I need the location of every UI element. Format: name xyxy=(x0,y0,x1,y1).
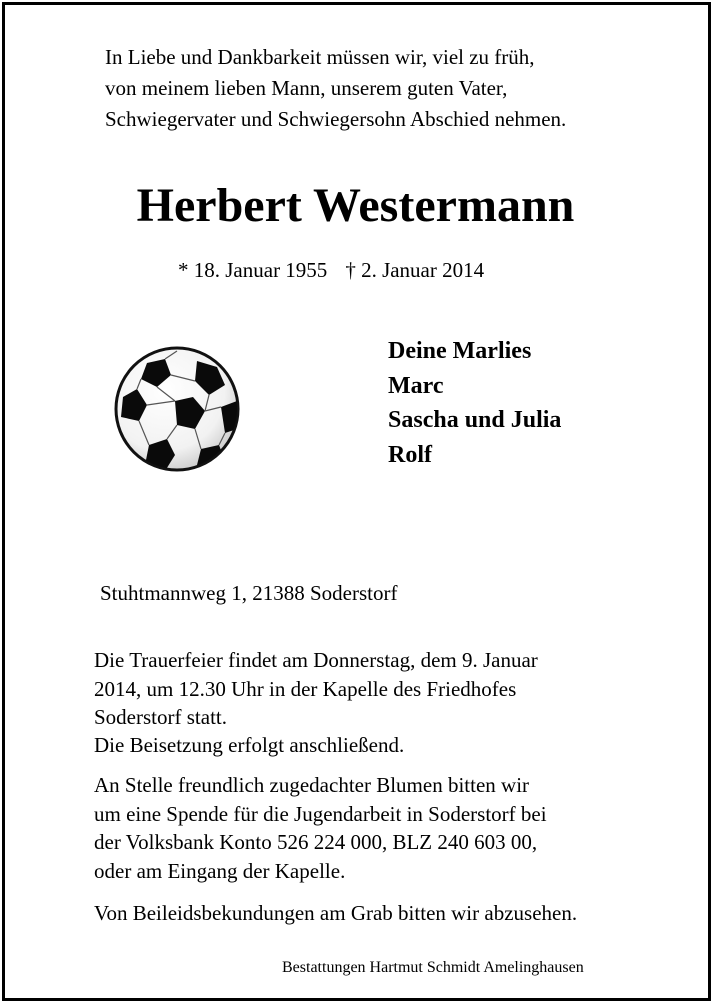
family-signatures xyxy=(388,334,561,472)
intro-line: von meinem lieben Mann, unserem guten Vater, xyxy=(105,76,508,100)
intro-line: In Liebe und Dankbarkeit müssen wir, viel zu früh, xyxy=(105,45,535,69)
birth-date: * 18. Januar 1955 xyxy=(178,258,328,282)
condolence-line: Von Beileidsbekundungen am Grab bitten wir abzusehen. xyxy=(94,901,578,925)
family-member: Marc xyxy=(388,372,444,399)
soccer-ball-icon xyxy=(113,345,241,473)
family-member: Deine Marlies xyxy=(388,338,532,364)
donation-line: der Volksbank Konto 526 224 000, BLZ 240 603 00, xyxy=(94,830,538,854)
burial-info xyxy=(94,731,674,760)
address: Stuhtmannweg 1, 21388 Soderstorf xyxy=(100,581,398,605)
donation-line: oder am Eingang der Kapelle. xyxy=(94,858,346,883)
deceased-name: Herbert Westermann xyxy=(136,179,575,232)
family-member: Sascha und Julia xyxy=(388,407,562,433)
donation-line: An Stelle freundlich zugedachter Blumen bitten wir xyxy=(94,773,530,797)
death-date: † 2. Januar 2014 xyxy=(345,258,485,282)
ceremony-info xyxy=(94,646,674,732)
undertaker-credit: Bestattungen Hartmut Schmidt Amelinghausen xyxy=(282,959,584,976)
intro-line: Schwiegervater und Schwiegersohn Abschied nehmen. xyxy=(105,107,567,131)
condolence-note xyxy=(94,899,674,928)
ceremony-line: 2014, um 12.30 Uhr in der Kapelle des Friedhofes xyxy=(94,676,517,701)
burial-line: Die Beisetzung erfolgt anschließend. xyxy=(94,733,405,757)
ceremony-line: Soderstorf statt. xyxy=(94,705,227,729)
family-member: Rolf xyxy=(388,441,432,468)
ceremony-line: Die Trauerfeier findet am Donnerstag, dem 9. Januar xyxy=(94,648,538,672)
donation-request xyxy=(94,771,674,885)
life-dates xyxy=(178,256,484,284)
intro-text xyxy=(105,42,685,135)
donation-line: um eine Spende für die Jugendarbeit in Soderstorf bei xyxy=(94,801,547,826)
